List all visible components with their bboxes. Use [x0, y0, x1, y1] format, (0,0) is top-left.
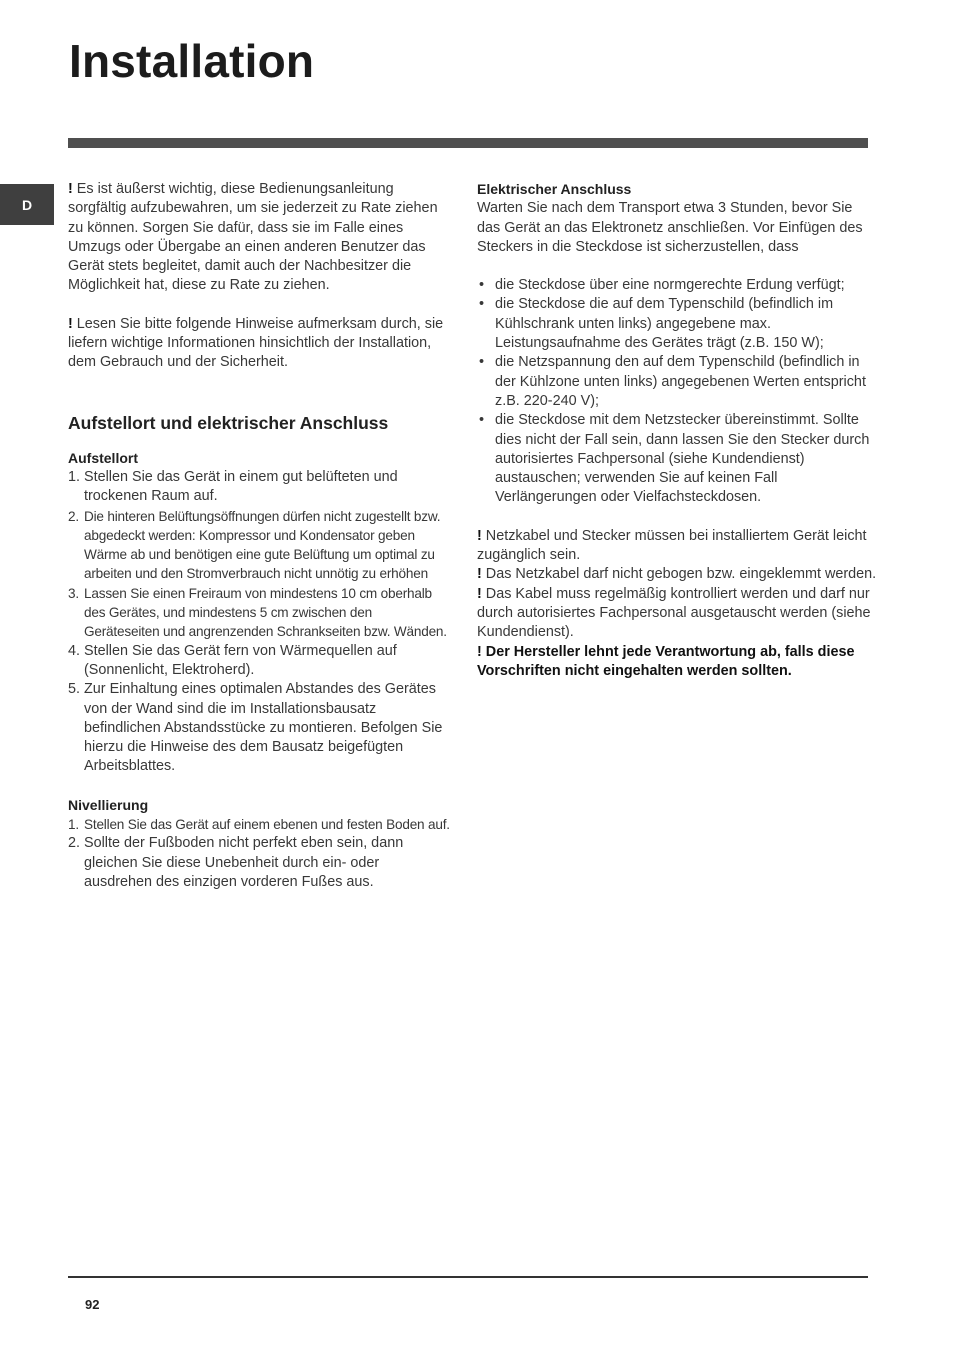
warning-liability: ! Der Hersteller lehnt jede Verantwortung ab, falls diese Vorschriften nicht eingehalten werden sollten. — [477, 643, 855, 679]
list-item: • die Netzspannung den auf dem Typenschild (befindlich in der Kühlzone unten links) angegebenen Werten entspricht z.B. 220-240 V); — [479, 354, 866, 409]
exclamation-icon: ! — [68, 181, 73, 197]
list-item: 4. Stellen Sie das Gerät fern von Wärmequellen auf (Sonnenlicht, Elektroherd). — [68, 642, 397, 678]
electrical-heading: Elektrischer Anschluss — [477, 181, 632, 197]
page-number: 92 — [85, 1297, 100, 1312]
aufstellort-list — [68, 468, 450, 777]
left-column — [68, 180, 450, 892]
note-keep-manual: ! Es ist äußerst wichtig, diese Bedienungsanleitung sorgfältig aufzubewahren, um sie jederzeit zu Rate ziehen zu können. Sorgen Sie dafür, dass sie im Falle eines Umzugs oder Übergabe an einen anderen Benutzer das Gerät stets begleitet, damit auch der Nachbesitzer die Möglichkeit hat, diese zu Rate zu ziehen. — [68, 181, 438, 294]
section-heading: Aufstellort und elektrischer Anschluss — [68, 412, 389, 433]
list-item: • die Steckdose mit dem Netzstecker übereinstimmt. Sollte dies nicht der Fall sein, dann lassen Sie den Stecker durch autorisiertes Fachpersonal (siehe Kundendienst) austauschen; verwenden Sie auf keinen Fall Verlängerungen oder Vielfachsteckdosen. — [479, 412, 870, 506]
list-item: • die Steckdose die auf dem Typenschild (befindlich im Kühlschrank unten links) angegebene max. Leistungsaufnahme des Gerätes trägt (z.B. 150 W); — [479, 296, 834, 352]
page-title: Installation — [69, 35, 315, 87]
exclamation-icon: ! — [477, 566, 482, 583]
nivellierung-list — [68, 815, 450, 892]
list-item: 3. Lassen Sie einen Freiraum von mindestens 10 cm oberhalb des Gerätes, und mindestens 5 cm zwischen den Geräteseiten und angrenzenden Schrankseiten bzw. Wänden. — [68, 585, 447, 640]
exclamation-icon: ! — [477, 527, 482, 544]
header-divider-bar — [68, 138, 868, 148]
exclamation-icon: ! — [477, 585, 482, 602]
warning-accessible-plug: ! Netzkabel und Stecker müssen bei installiertem Gerät leicht zugänglich sein. — [477, 527, 867, 564]
electrical-checklist — [477, 276, 877, 508]
warning-cable-check: ! Das Kabel muss regelmäßig kontrolliert werden und darf nur durch autorisiertes Fachpersonal ausgetauscht werden (siehe Kundendienst). — [477, 585, 871, 641]
right-column — [477, 180, 877, 681]
warning-cable-bent: ! Das Netzkabel darf nicht gebogen bzw. eingeklemmt werden. — [477, 566, 877, 583]
list-item: 5. Zur Einhaltung eines optimalen Abstandes des Gerätes von der Wand sind die im Installationsbausatz befindlichen Abstandsstücke zu montieren. Befolgen Sie hierzu die Hinweise des dem Bausatz beigefügten Arbeitsblattes. — [68, 681, 443, 775]
exclamation-icon: ! — [477, 643, 482, 660]
list-item: 1. Stellen Sie das Gerät auf einem ebenen und festen Boden auf. — [68, 817, 450, 833]
list-item: • die Steckdose über eine normgerechte Erdung verfügt; — [479, 277, 845, 294]
electrical-intro: Warten Sie nach dem Transport etwa 3 Stunden, bevor Sie das Gerät an das Elektronetz anschließen. Vor Einfügen des Steckers in die Steckdose ist sicherzustellen, dass — [477, 200, 863, 255]
nivellierung-heading: Nivellierung — [68, 796, 149, 813]
list-item: 1. Stellen Sie das Gerät in einem gut belüfteten und trockenen Raum auf. — [68, 468, 398, 505]
list-item: 2. Sollte der Fußboden nicht perfekt eben sein, dann gleichen Sie diese Unebenheit durch ein- oder ausdrehen des einzigen vorderen Fußes aus. — [68, 835, 404, 890]
footer-divider — [68, 1276, 868, 1278]
exclamation-icon: ! — [68, 315, 73, 332]
note-read-carefully: ! Lesen Sie bitte folgende Hinweise aufmerksam durch, sie liefern wichtige Informationen hinsichtlich der Installation, dem Gebrauch und der Sicherheit. — [68, 315, 444, 371]
aufstellort-heading: Aufstellort — [68, 449, 138, 466]
language-tab: D — [0, 184, 54, 225]
list-item: 2. Die hinteren Belüftungsöffnungen dürfen nicht zugestellt bzw. abgedeckt werden: Kompressor und Kondensator geben Wärme ab und benötigen eine gute Belüftung um optimal zu arbeiten und den Stromverbrauch nicht unnötig zu erhöhen — [68, 508, 441, 582]
